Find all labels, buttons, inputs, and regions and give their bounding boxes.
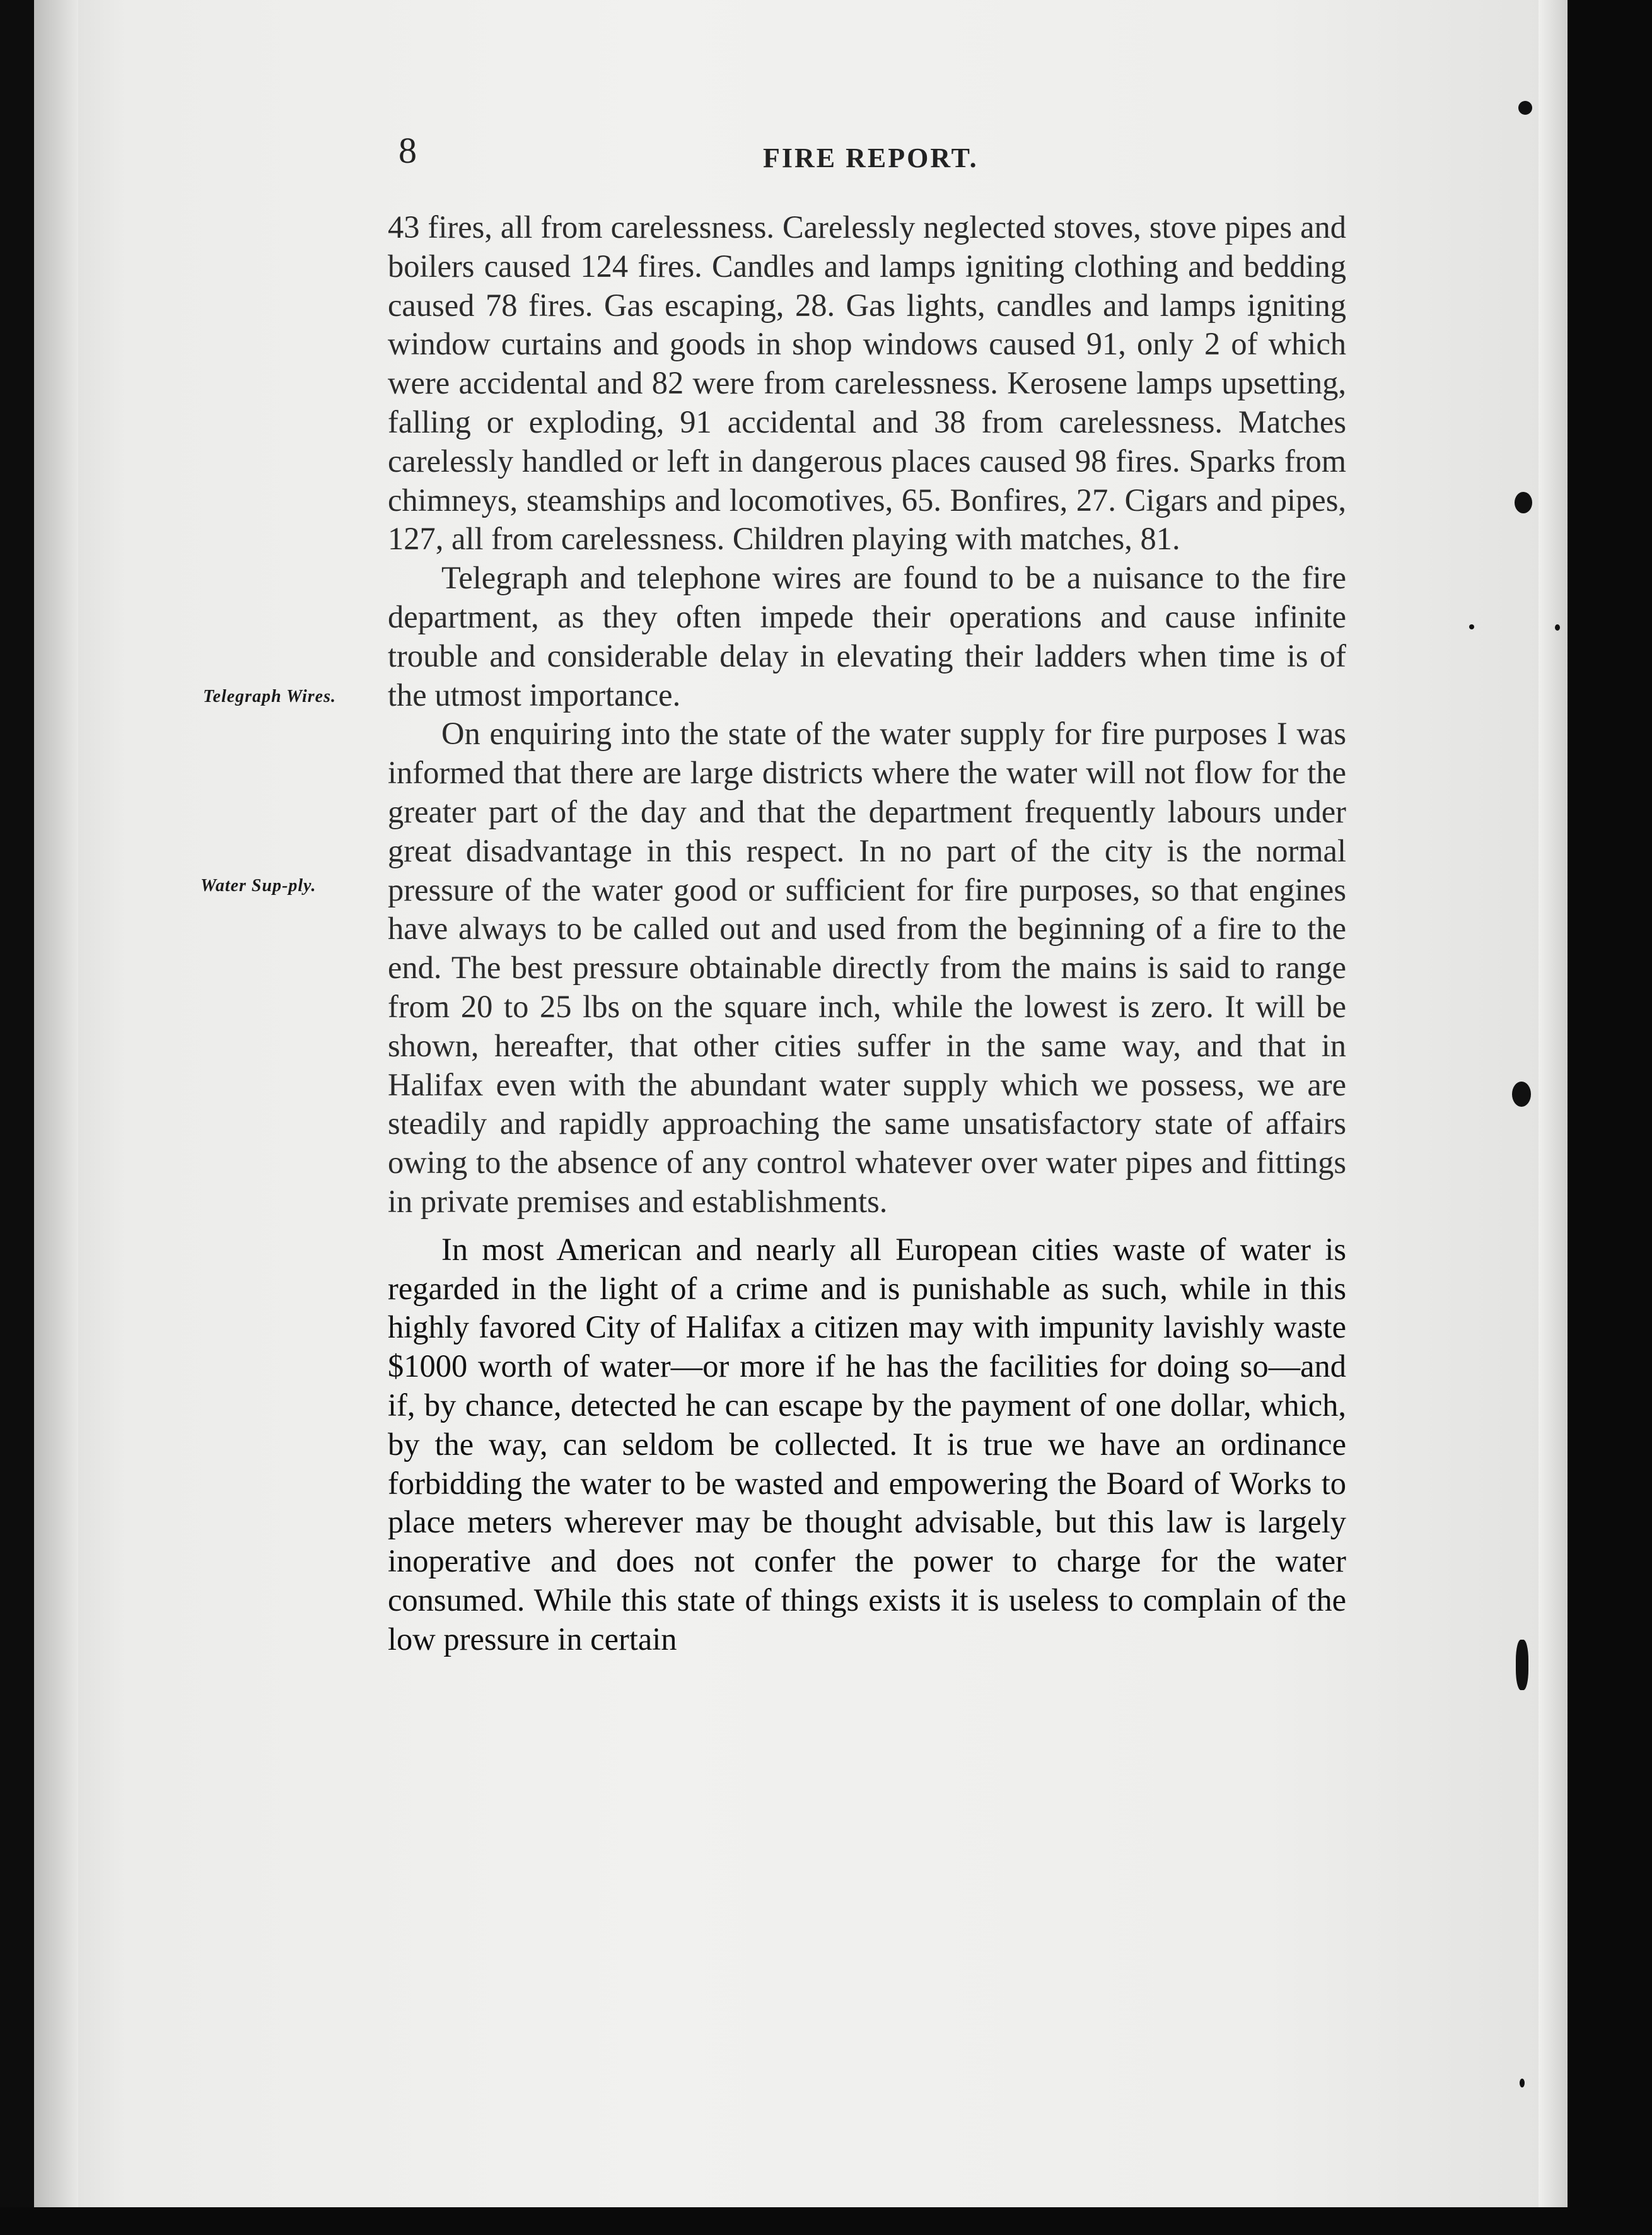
sidenote-water-supply: Water Sup-ply.	[201, 876, 317, 896]
page-left-edge	[34, 0, 78, 2220]
page-right-edge	[1539, 0, 1568, 2220]
paragraph-telegraph-wires: Telegraph and telephone wires are found to be a nuisance to the fire department, as they often impede their operations and cause infinite trouble and considerable delay in elevating their ladders when time is of the utmost importance.	[388, 560, 1346, 713]
scan-speck	[1512, 1082, 1531, 1107]
scan-speck	[1469, 624, 1474, 629]
scan-speck	[1520, 2079, 1525, 2087]
scan-speck	[1555, 624, 1560, 631]
scan-speck	[1515, 492, 1532, 513]
scan-right-border	[1568, 0, 1652, 2235]
page-number: 8	[398, 130, 417, 171]
scan-bottom-border	[0, 2207, 1652, 2235]
page-header-title: FIRE REPORT.	[763, 143, 979, 173]
scan-speck	[1518, 101, 1532, 115]
body-text	[388, 208, 1346, 1659]
scan-speck	[1516, 1640, 1528, 1690]
paragraph-water-supply: On enquiring into the state of the water supply for fire purposes I was informed that there are large districts where the water will not flow for the greater part of the day and that the department frequently labours under great disadvantage in this respect. In no part of the city is the normal pressure of the water good or sufficient for fire purposes, so that engines have always to be called out and used from the beginning of a fire to the end. The best pressure obtainable directly from the mains is said to range from 20 to 25 lbs on the square inch, while the lowest is zero. It will be shown, hereafter, that other cities suffer in the same way, and that in Halifax even with the abundant water supply which we possess, we are steadily and rapidly approaching the same unsatisfactory state of affairs owing to the absence of any control whatever over water pipes and fittings in private premises and establishments.	[388, 716, 1346, 1219]
sidenote-telegraph-wires: Telegraph Wires.	[203, 687, 336, 706]
paragraph-water-waste: In most American and nearly all European cities waste of water is regarded in the light of a crime and is punishable as such, while in this highly favored City of Halifax a citizen may with impunity lavishly waste $1000 worth of water—or more if he has the facilities for doing so—and if, by chance, detected he can escape by the payment of one dollar, which, by the way, can seldom be collected. It is true we have an ordinance forbidding the water to be wasted and empowering the Board of Works to place meters wherever may be thought advisable, but this law is largely inoperative and does not confer the power to charge for the water consumed. While this state of things exists it is useless to complain of the low pressure in certain	[388, 1231, 1346, 1657]
paragraph-fire-causes: 43 fires, all from carelessness. Carelessly neglected stoves, stove pipes and boilers caused 124 fires. Candles and lamps igniting clothing and bedding caused 78 fires. Gas escaping, 28. Gas lights, candles and lamps igniting window curtains and goods in shop windows caused 91, only 2 of which were accidental and 82 were from carelessness. Kerosene lamps upsetting, falling or exploding, 91 accidental and 38 from carelessness. Matches carelessly handled or left in dangerous places caused 98 fires. Sparks from chimneys, steamships and locomotives, 65. Bonfires, 27. Cigars and pipes, 127, all from carelessness. Children playing with matches, 81.	[388, 209, 1346, 557]
